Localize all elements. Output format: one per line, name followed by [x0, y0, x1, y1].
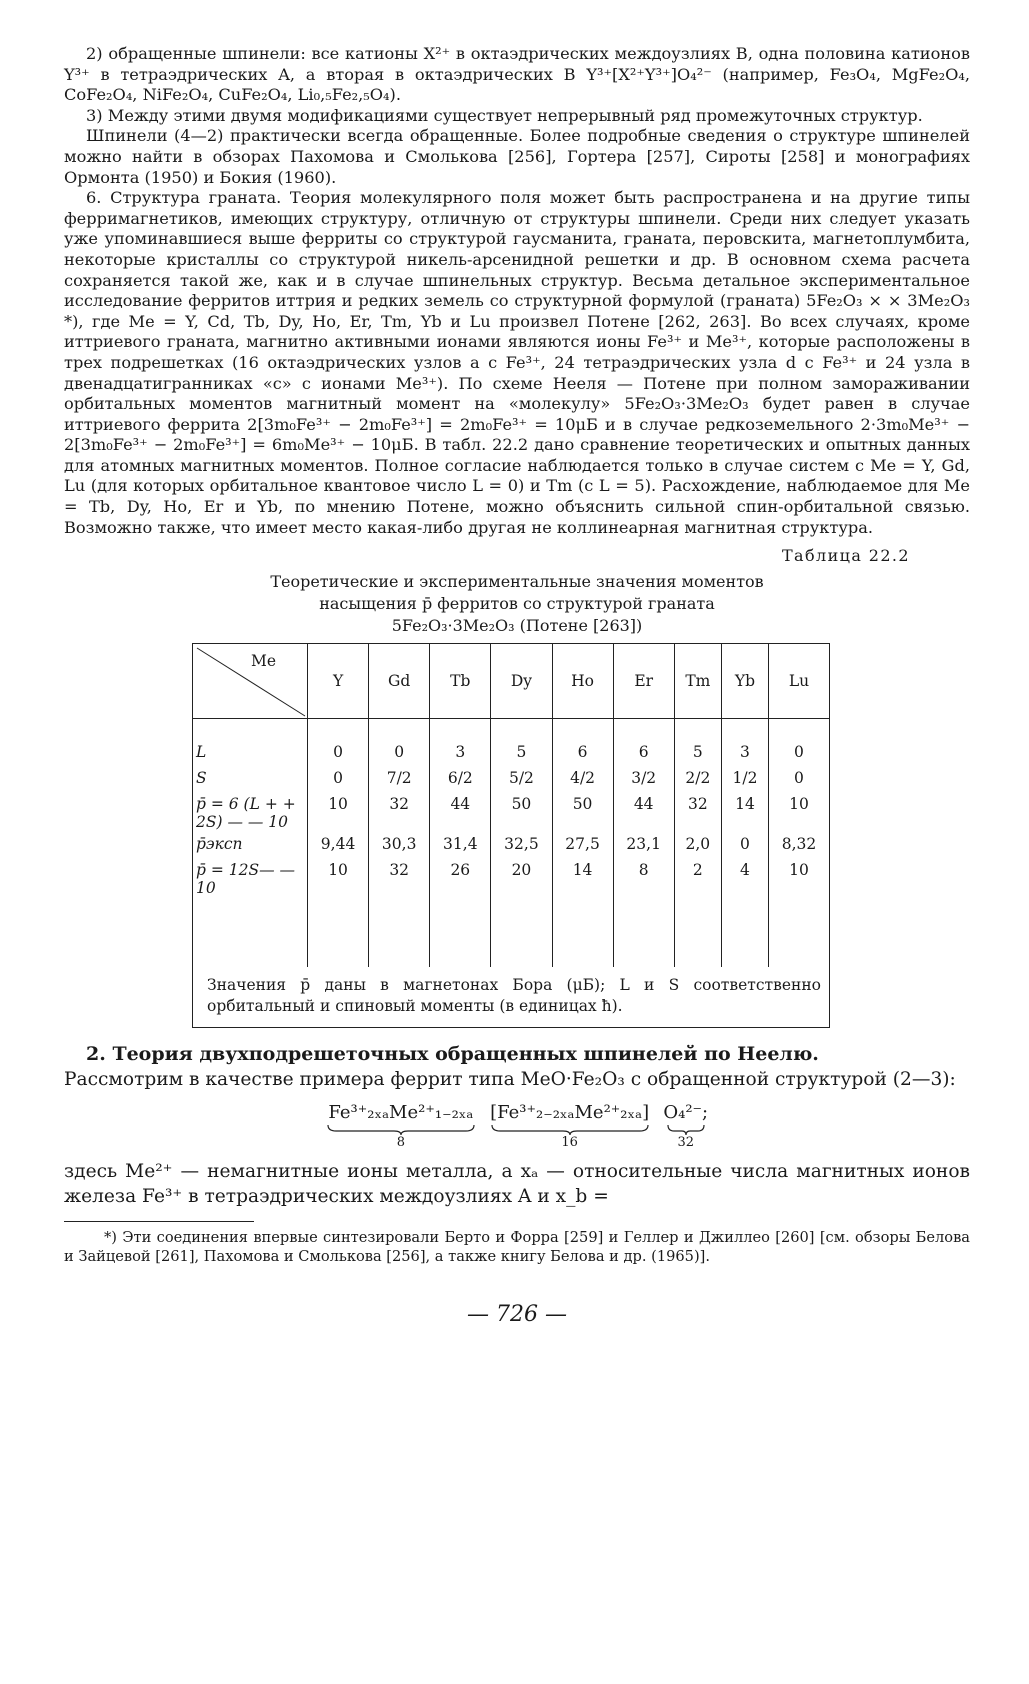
paragraph-spinel-references: Шпинели (4—2) практически всегда обращенные. Более подробные сведения о структуре шпинелей можно найти в обзорах Пахомова и Смолькова [256], Гортера [257], Сироты [258] и монографиях Ормонта (1950) и Бокия (1960).	[64, 126, 970, 187]
table-cell: 4	[721, 859, 768, 967]
column-header: Yb	[721, 644, 768, 719]
table-cell: 3	[430, 719, 491, 768]
page-number: — 726 —	[467, 1302, 567, 1328]
table-row	[193, 859, 829, 967]
diagonal-line-icon	[193, 644, 307, 718]
column-header: Tm	[674, 644, 721, 719]
underbrace-icon	[326, 1123, 476, 1135]
row-label: p̄эксп	[196, 835, 243, 854]
table-row	[193, 719, 829, 768]
table-row	[193, 833, 829, 859]
row-label: L	[196, 743, 207, 762]
table-cell: 2/2	[674, 767, 721, 793]
table-cell: 27,5	[552, 833, 613, 859]
column-header: Gd	[369, 644, 430, 719]
formula-tetrahedral: Fe³⁺₂ₓₐMe²⁺₁₋₂ₓₐ	[328, 1102, 474, 1124]
column-header: Tb	[430, 644, 491, 719]
table-corner-cell	[193, 644, 308, 719]
count-oxygen: 32	[677, 1135, 694, 1151]
count-octahedral: 16	[561, 1135, 578, 1151]
table-row	[193, 793, 829, 833]
paragraph-spinel-inverse: 2) обращенные шпинели: все катионы X²⁺ в октаэдрических междоузлиях B, одна половина катионов Y³⁺ в тетраэдрических A, а вторая в октаэдрических B Y³⁺[X²⁺Y³⁺]O₄²⁻ (например, Fe₃O₄, MgFe₂O₄, CoFe₂O₄, NiFe₂O₄, CuFe₂O₄, Li₀,₅Fe₂,₅O₄).	[64, 44, 970, 105]
table-cell: 0	[768, 767, 829, 793]
table-cell: 23,1	[613, 833, 674, 859]
table-cell: 44	[430, 793, 491, 833]
table-cell: 5	[674, 719, 721, 768]
page	[64, 44, 970, 1327]
row-label: p̄ = 6 (L + + 2S) — — 10	[196, 795, 296, 832]
table-cell: 10	[308, 859, 369, 967]
column-header: Dy	[491, 644, 552, 719]
table-cell: 32	[369, 793, 430, 833]
formula-oxygen-group	[663, 1102, 708, 1150]
table-cell: 5/2	[491, 767, 552, 793]
table-cell: 6	[613, 719, 674, 768]
table-cell: 10	[308, 793, 369, 833]
formula-octahedral-group	[490, 1102, 650, 1150]
table-cell: 3	[721, 719, 768, 768]
footnote-divider	[64, 1221, 254, 1222]
table-cell: 6	[552, 719, 613, 768]
row-label: p̄ = 12S— — 10	[196, 861, 296, 898]
table-title	[64, 571, 970, 637]
formula-tetrahedral-group	[326, 1102, 476, 1150]
table-cell: 31,4	[430, 833, 491, 859]
table-title-line-1: Теоретические и экспериментальные значения моментов	[270, 572, 764, 592]
paragraph-intermediate: 3) Между этими двумя модификациями существует непрерывный ряд промежуточных структур.	[86, 105, 923, 125]
table-cell: 20	[491, 859, 552, 967]
table-title-line-2: насыщения p̄ ферритов со структурой граната	[319, 594, 715, 614]
table-body	[193, 719, 829, 968]
table-cell: 7/2	[369, 767, 430, 793]
column-header: Y	[308, 644, 369, 719]
table-cell: 26	[430, 859, 491, 967]
table-cell: 1/2	[721, 767, 768, 793]
table-cell: 32	[369, 859, 430, 967]
column-header: Er	[613, 644, 674, 719]
table-caption: Таблица 22.2	[781, 546, 910, 566]
formula-octahedral: [Fe³⁺₂₋₂ₓₐMe²⁺₂ₓₐ]	[490, 1102, 650, 1124]
table-cell: 8,32	[768, 833, 829, 859]
table-cell: 14	[552, 859, 613, 967]
count-tetrahedral: 8	[396, 1135, 406, 1151]
paragraph-garnet-structure: 6. Структура граната. Теория молекулярного поля может быть распространена и на другие типы ферримагнетиков, имеющих структуру, отличную от структуры шпинели. Среди них следует указать уже упоминавшиеся выше ферриты со структурой гаусманита, граната, перовскита, магнетоплумбита, некоторые кристаллы со структурой никель-арсенидной решетки и др. В основном схема расчета сохраняется такой же, как и в случае шпинельных структур. Весьма детальное экспериментальное исследование ферритов иттрия и редких земель со структурной формулой (граната) 5Fe₂O₃ × × 3Me₂O₃ *), где Me = Y, Cd, Tb, Dy, Ho, Er, Tm, Yb и Lu произвел Потене [262, 263]. Во всех случаях, кроме иттриевого граната, магнитно активными ионами являются ионы Fe³⁺ и Me³⁺, которые расположены в трех подрешетках (16 октаэдрических узлов a с Fe³⁺, 24 тетраэдрических узла d с Fe³⁺ и 24 узла в двенадцатигранниках «c» с ионами Me³⁺). По схеме Нееля — Потене при полном замораживании орбитальных моментов магнитный момент на «молекулу» 5Fe₂O₃·3Me₂O₃ будет равен в случае иттриевого феррита 2[3m₀Fe³⁺ − 2m₀Fe³⁺] = 2m₀Fe³⁺ = 10μБ и в случае редкоземельного 2·3m₀Me³⁺ − 2[3m₀Fe³⁺ − 2m₀Fe³⁺] = 6m₀Me³⁺ − 10μБ. В табл. 22.2 дано сравнение теоретических и опытных данных для атомных магнитных моментов. Полное согласие наблюдается только в случае систем с Me = Y, Gd, Lu (для которых орбитальное квантовое число L = 0) и Tm (с L = 5). Расхождение, наблюдаемое для Me = Tb, Dy, Ho, Er и Yb, по мнению Потене, можно объяснить сильной спин-орбитальной связью. Возможно также, что имеет место какая-либо другая не коллинеарная магнитная структура.	[64, 188, 970, 537]
table-cell: 9,44	[308, 833, 369, 859]
table-cell: 6/2	[430, 767, 491, 793]
table-cell: 50	[491, 793, 552, 833]
table-cell: 5	[491, 719, 552, 768]
underbrace-icon	[490, 1123, 650, 1135]
table-cell: 50	[552, 793, 613, 833]
column-header: Lu	[768, 644, 829, 719]
section-intro: Рассмотрим в качестве примера феррит типа MeO·Fe₂O₃ с обращенной структурой (2—3):	[64, 1069, 956, 1091]
table-cell: 10	[768, 793, 829, 833]
data-table	[192, 643, 830, 1028]
section-heading: 2. Теория двухподрешеточных обращенных шпинелей по Неелю.	[86, 1043, 819, 1066]
table-cell: 30,3	[369, 833, 430, 859]
table-cell: 0	[308, 767, 369, 793]
table-title-line-3: 5Fe₂O₃·3Me₂O₃ (Потене [263])	[391, 616, 643, 636]
corner-label: Me	[251, 652, 277, 671]
table-cell: 32	[674, 793, 721, 833]
table-cell: 0	[768, 719, 829, 768]
table-cell: 4/2	[552, 767, 613, 793]
table-cell: 0	[308, 719, 369, 768]
table-row	[193, 767, 829, 793]
table-cell: 8	[613, 859, 674, 967]
table-cell: 0	[721, 833, 768, 859]
row-label: S	[196, 769, 207, 788]
table-cell: 10	[768, 859, 829, 967]
table-header-row	[193, 644, 829, 719]
table-cell: 2,0	[674, 833, 721, 859]
formula-oxygen: O₄²⁻;	[663, 1102, 709, 1124]
spinel-formula	[64, 1102, 970, 1151]
table-cell: 2	[674, 859, 721, 967]
section-after-formula: здесь Me²⁺ — немагнитные ионы металла, а xₐ — относительные числа магнитных ионов железа Fe³⁺ в тетраэдрических междоузлиях A и x_b =	[64, 1161, 970, 1208]
column-header: Ho	[552, 644, 613, 719]
table-cell: 44	[613, 793, 674, 833]
footnote: *) Эти соединения впервые синтезировали Берто и Форра [259] и Геллер и Джиллео [260] [см. обзоры Белова и Зайцевой [261], Пахомова и Смолькова [256], а также книгу Белова и др. (1965)].	[64, 1229, 970, 1266]
table-cell: 0	[369, 719, 430, 768]
table-note: Значения p̄ даны в магнетонах Бора (μБ); L и S соответственно орбитальный и спиновый моменты (в единицах ħ).	[207, 976, 821, 1016]
table-cell: 14	[721, 793, 768, 833]
table-cell: 32,5	[491, 833, 552, 859]
table-cell: 3/2	[613, 767, 674, 793]
underbrace-icon	[666, 1123, 706, 1135]
